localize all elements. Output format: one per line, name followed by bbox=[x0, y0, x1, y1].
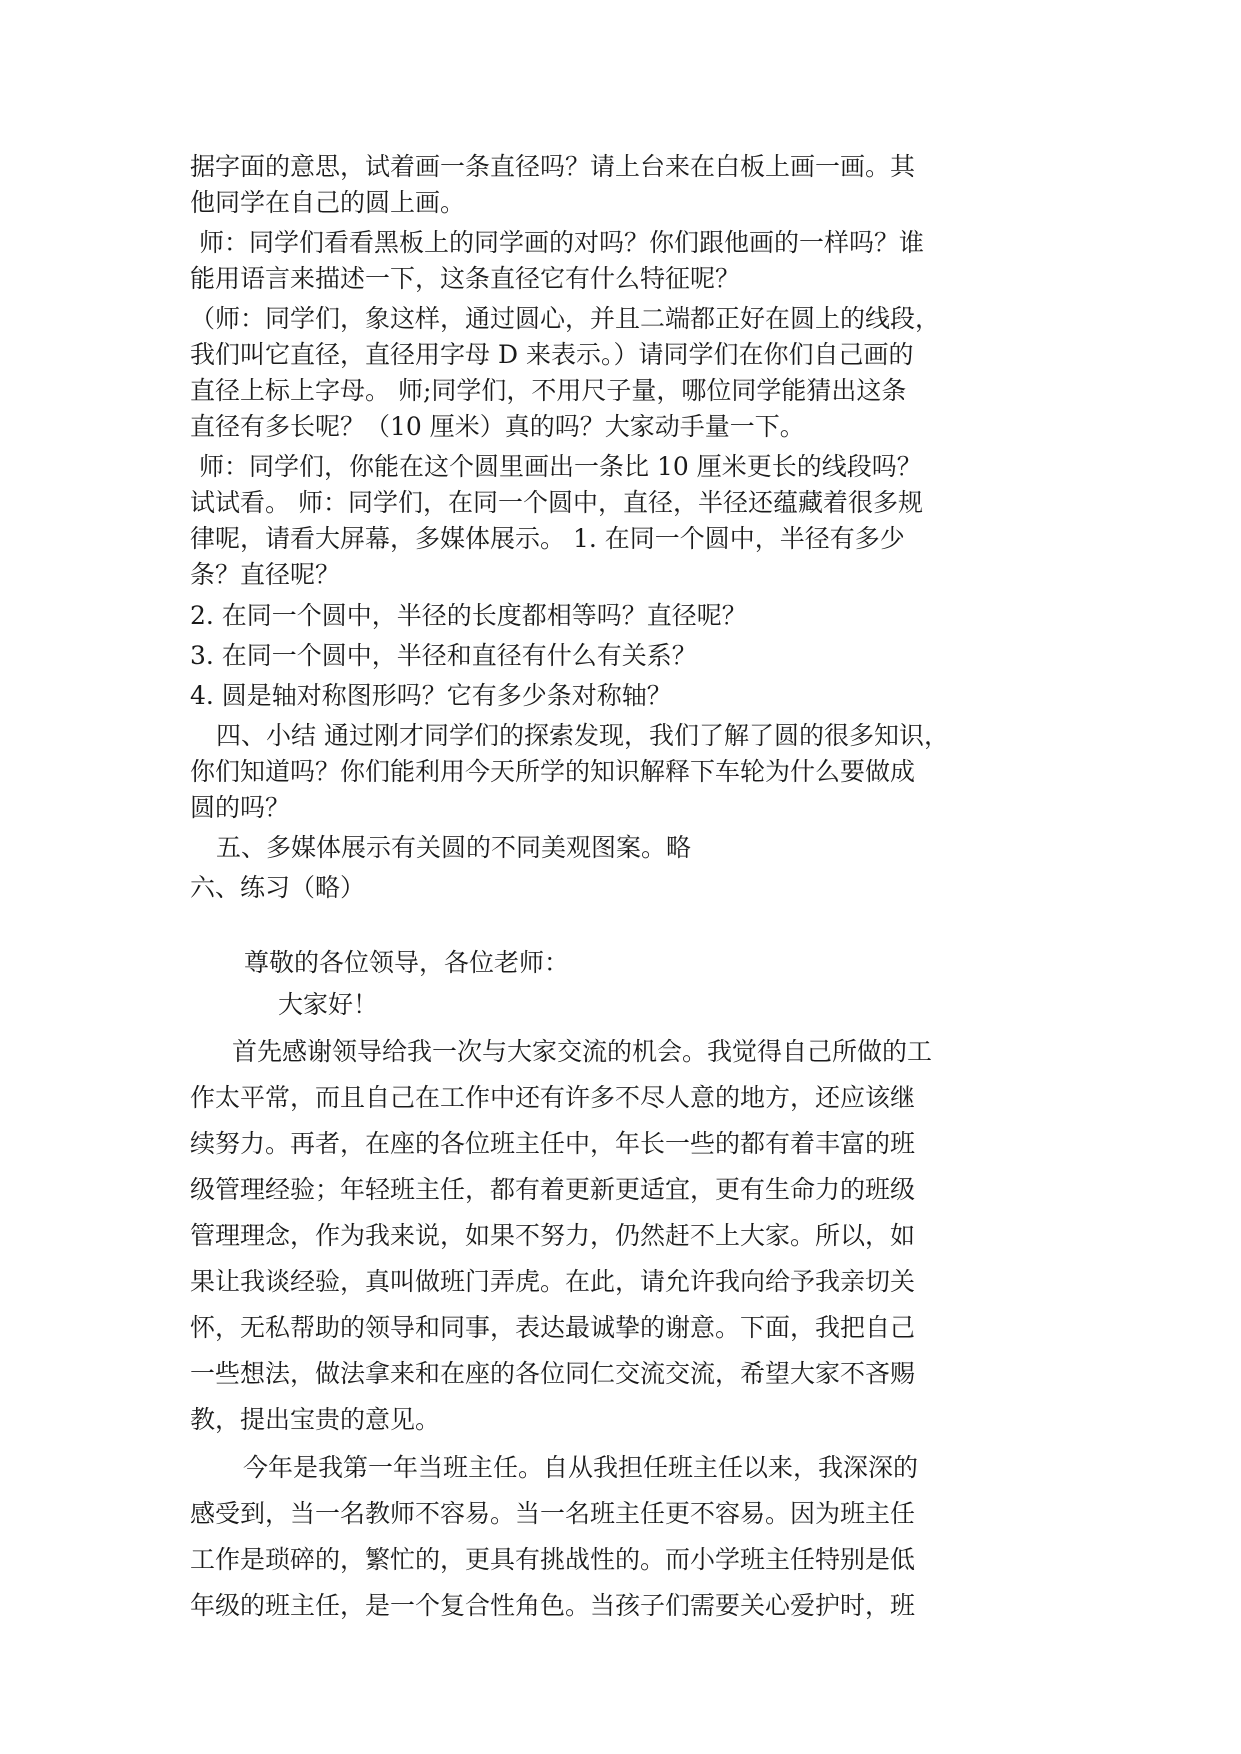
speech-line: 感受到，当一名教师不容易。当一名班主任更不容易。因为班主任 bbox=[190, 1499, 916, 1528]
lesson-line: 他同学在自己的圆上画。 bbox=[190, 188, 466, 217]
lesson-line: 师：同学们，你能在这个圆里画出一条比 10 厘米更长的线段吗？ bbox=[199, 452, 922, 481]
lesson-line: 律呢，请看大屏幕，多媒体展示。 1. 在同一个圆中，半径有多少 bbox=[190, 524, 905, 553]
lesson-line: 条？直径呢？ bbox=[190, 560, 341, 589]
speech-line: 级管理经验；年轻班主任，都有着更新更适宜，更有生命力的班级 bbox=[190, 1175, 916, 1204]
speech-line: 首先感谢领导给我一次与大家交流的机会。我觉得自己所做的工 bbox=[232, 1037, 933, 1066]
lesson-line: 四、小结 通过刚才同学们的探索发现，我们了解了圆的很多知识， bbox=[216, 721, 949, 750]
speech-greeting: 大家好！ bbox=[278, 990, 379, 1019]
speech-line: 果让我谈经验，真叫做班门弄虎。在此，请允许我向给予我亲切关 bbox=[190, 1267, 916, 1296]
lesson-line: 能用语言来描述一下，这条直径它有什么特征呢？ bbox=[190, 264, 741, 293]
speech-salutation: 尊敬的各位领导，各位老师： bbox=[244, 948, 570, 977]
lesson-line: 五、多媒体展示有关圆的不同美观图案。略 bbox=[216, 833, 692, 862]
speech-line: 续努力。再者，在座的各位班主任中，年长一些的都有着丰富的班 bbox=[190, 1129, 916, 1158]
speech-line: 工作是琐碎的，繁忙的，更具有挑战性的。而小学班主任特别是低 bbox=[190, 1545, 916, 1574]
lesson-line: 试试看。 师：同学们，在同一个圆中，直径，半径还蕴藏着很多规 bbox=[190, 488, 923, 517]
lesson-line: 六、练习（略） bbox=[190, 873, 366, 902]
lesson-line: 师：同学们看看黑板上的同学画的对吗？你们跟他画的一样吗？谁 bbox=[199, 228, 925, 257]
lesson-line: 直径有多长呢？（10 厘米）真的吗？大家动手量一下。 bbox=[190, 412, 805, 441]
speech-line: 管理理念，作为我来说，如果不努力，仍然赶不上大家。所以，如 bbox=[190, 1221, 916, 1250]
lesson-line: 圆的吗？ bbox=[190, 793, 291, 822]
speech-line: 年级的班主任，是一个复合性角色。当孩子们需要关心爱护时，班 bbox=[190, 1591, 916, 1620]
lesson-line: 3. 在同一个圆中，半径和直径有什么有关系？ bbox=[190, 641, 697, 670]
lesson-line: 据字面的意思，试着画一条直径吗？请上台来在白板上画一画。其 bbox=[190, 152, 916, 181]
speech-line: 一些想法，做法拿来和在座的各位同仁交流交流，希望大家不吝赐 bbox=[190, 1359, 916, 1388]
lesson-line: 2. 在同一个圆中，半径的长度都相等吗？直径呢？ bbox=[190, 601, 747, 630]
speech-line: 作太平常，而且自己在工作中还有许多不尽人意的地方，还应该继 bbox=[190, 1083, 916, 1112]
speech-line: 教，提出宝贵的意见。 bbox=[190, 1405, 441, 1434]
speech-line: 怀，无私帮助的领导和同事，表达最诚挚的谢意。下面，我把自己 bbox=[190, 1313, 916, 1342]
lesson-line: 4. 圆是轴对称图形吗？它有多少条对称轴？ bbox=[190, 681, 672, 710]
lesson-line: 你们知道吗？你们能利用今天所学的知识解释下车轮为什么要做成 bbox=[190, 757, 916, 786]
speech-line: 今年是我第一年当班主任。自从我担任班主任以来，我深深的 bbox=[243, 1453, 919, 1482]
lesson-line: 我们叫它直径，直径用字母 D 来表示。）请同学们在你们自己画的 bbox=[190, 340, 914, 369]
lesson-line: 直径上标上字母。 师;同学们，不用尺子量，哪位同学能猜出这条 bbox=[190, 376, 907, 405]
lesson-line: （师：同学们，象这样，通过圆心，并且二端都正好在圆上的线段， bbox=[190, 304, 941, 333]
